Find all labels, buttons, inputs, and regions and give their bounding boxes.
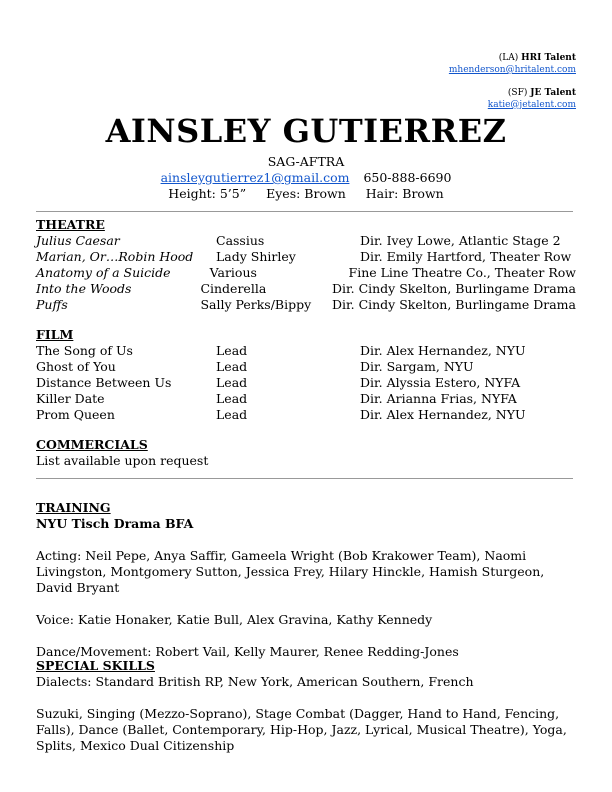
- credit-row: [36, 391, 576, 407]
- credit-title: Ghost of You: [36, 359, 116, 374]
- union-label: SAG-AFTRA: [267, 154, 345, 169]
- credit-director: Dir. Alex Hernandez, NYU: [360, 343, 526, 358]
- section-heading: FILM: [36, 327, 74, 342]
- credit-title: Prom Queen: [36, 407, 115, 422]
- performer-name: AINSLEY GUTIERREZ: [105, 112, 507, 150]
- credit-role: Cinderella: [200, 281, 267, 296]
- credit-director: Dir. Ivey Lowe, Atlantic Stage 2: [360, 233, 561, 248]
- credit-title: Julius Caesar: [36, 233, 120, 248]
- agent-region: (LA): [498, 53, 519, 63]
- training-section: [36, 500, 576, 676]
- agent-email-link[interactable]: katie@jetalent.com: [487, 100, 576, 110]
- credit-row: [36, 249, 576, 265]
- credit-title: Into the Woods: [36, 281, 132, 296]
- height-stat: Height: 5’5”: [168, 186, 247, 201]
- section-heading: SPECIAL SKILLS: [36, 658, 155, 673]
- credit-role: Lead: [216, 375, 248, 390]
- eyes-stat: Eyes: Brown: [266, 186, 346, 201]
- agent-sf: [449, 87, 576, 111]
- divider: [36, 478, 573, 479]
- credit-row: [36, 281, 576, 297]
- credit-director: Dir. Sargam, NYU: [360, 359, 474, 374]
- training-dance: Dance/Movement: Robert Vail, Kelly Maurer, Renee Redding-Jones: [36, 644, 459, 659]
- skills-dialects: Dialects: Standard British RP, New York, American Southern, French: [36, 674, 474, 689]
- training-program: NYU Tisch Drama BFA: [36, 516, 194, 531]
- credit-title: Anatomy of a Suicide: [36, 265, 171, 280]
- credit-row: [36, 359, 576, 375]
- credit-row: [36, 375, 576, 391]
- credit-director: Dir. Cindy Skelton, Burlingame Drama: [332, 281, 576, 296]
- special-skills-section: [36, 658, 576, 754]
- credit-row: [36, 265, 576, 281]
- agent-agency: JE Talent: [530, 88, 576, 98]
- credit-row: [36, 343, 576, 359]
- credit-role: Sally Perks/Bippy: [200, 297, 312, 312]
- credit-row: [36, 297, 576, 313]
- commercials-section: [36, 437, 576, 469]
- credit-row: [36, 407, 576, 423]
- agent-la: [449, 52, 576, 76]
- commercials-note: List available upon request: [36, 453, 209, 468]
- agent-agency: HRI Talent: [521, 53, 576, 63]
- theatre-section: [36, 217, 576, 313]
- section-heading: COMMERCIALS: [36, 437, 148, 452]
- credit-title: Killer Date: [36, 391, 105, 406]
- email-link[interactable]: ainsleygutierrez1@gmail.com: [160, 170, 350, 185]
- credit-director: Dir. Arianna Frias, NYFA: [360, 391, 517, 406]
- credit-title: The Song of Us: [36, 343, 133, 358]
- credit-role: Cassius: [216, 233, 265, 248]
- agent-region: (SF): [507, 88, 528, 98]
- credit-director: Fine Line Theatre Co., Theater Row: [348, 265, 576, 280]
- section-heading: THEATRE: [36, 217, 105, 232]
- credit-row: [36, 233, 576, 249]
- credit-director: Dir. Emily Hartford, Theater Row: [360, 249, 572, 264]
- skills-other: Suzuki, Singing (Mezzo-Soprano), Stage Combat (Dagger, Hand to Hand, Fencing, Falls), Dance (Ballet, Contemporary, Hip-Hop, Jazz, Lyrical, Musical Theatre), Yoga, Splits, Mexico Dual Citizenship: [36, 706, 567, 753]
- credit-title: Marian, Or…Robin Hood: [36, 249, 194, 264]
- training-acting: Acting: Neil Pepe, Anya Saffir, Gameela Wright (Bob Krakower Team), Naomi Livingston, Montgomery Sutton, Jessica Frey, Hilary Hinckle, Hamish Sturgeon, David Bryant: [36, 548, 545, 595]
- credit-director: Dir. Alex Hernandez, NYU: [360, 407, 526, 422]
- credit-role: Lead: [216, 407, 248, 422]
- hair-stat: Hair: Brown: [365, 186, 444, 201]
- phone-number: 650-888-6690: [363, 170, 452, 185]
- divider: [36, 211, 573, 212]
- contact-block: [0, 154, 612, 202]
- credit-role: Lead: [216, 343, 248, 358]
- film-section: [36, 327, 576, 423]
- credit-role: Various: [209, 265, 257, 280]
- credit-role: Lady Shirley: [216, 249, 296, 264]
- section-heading: TRAINING: [36, 500, 111, 515]
- agent-email-link[interactable]: mhenderson@hritalent.com: [448, 65, 576, 75]
- credit-director: Dir. Alyssia Estero, NYFA: [360, 375, 521, 390]
- credit-title: Puffs: [36, 297, 68, 312]
- credit-role: Lead: [216, 359, 248, 374]
- credit-role: Lead: [216, 391, 248, 406]
- training-voice: Voice: Katie Honaker, Katie Bull, Alex Gravina, Kathy Kennedy: [36, 612, 433, 627]
- credit-title: Distance Between Us: [36, 375, 172, 390]
- credit-director: Dir. Cindy Skelton, Burlingame Drama: [332, 297, 576, 312]
